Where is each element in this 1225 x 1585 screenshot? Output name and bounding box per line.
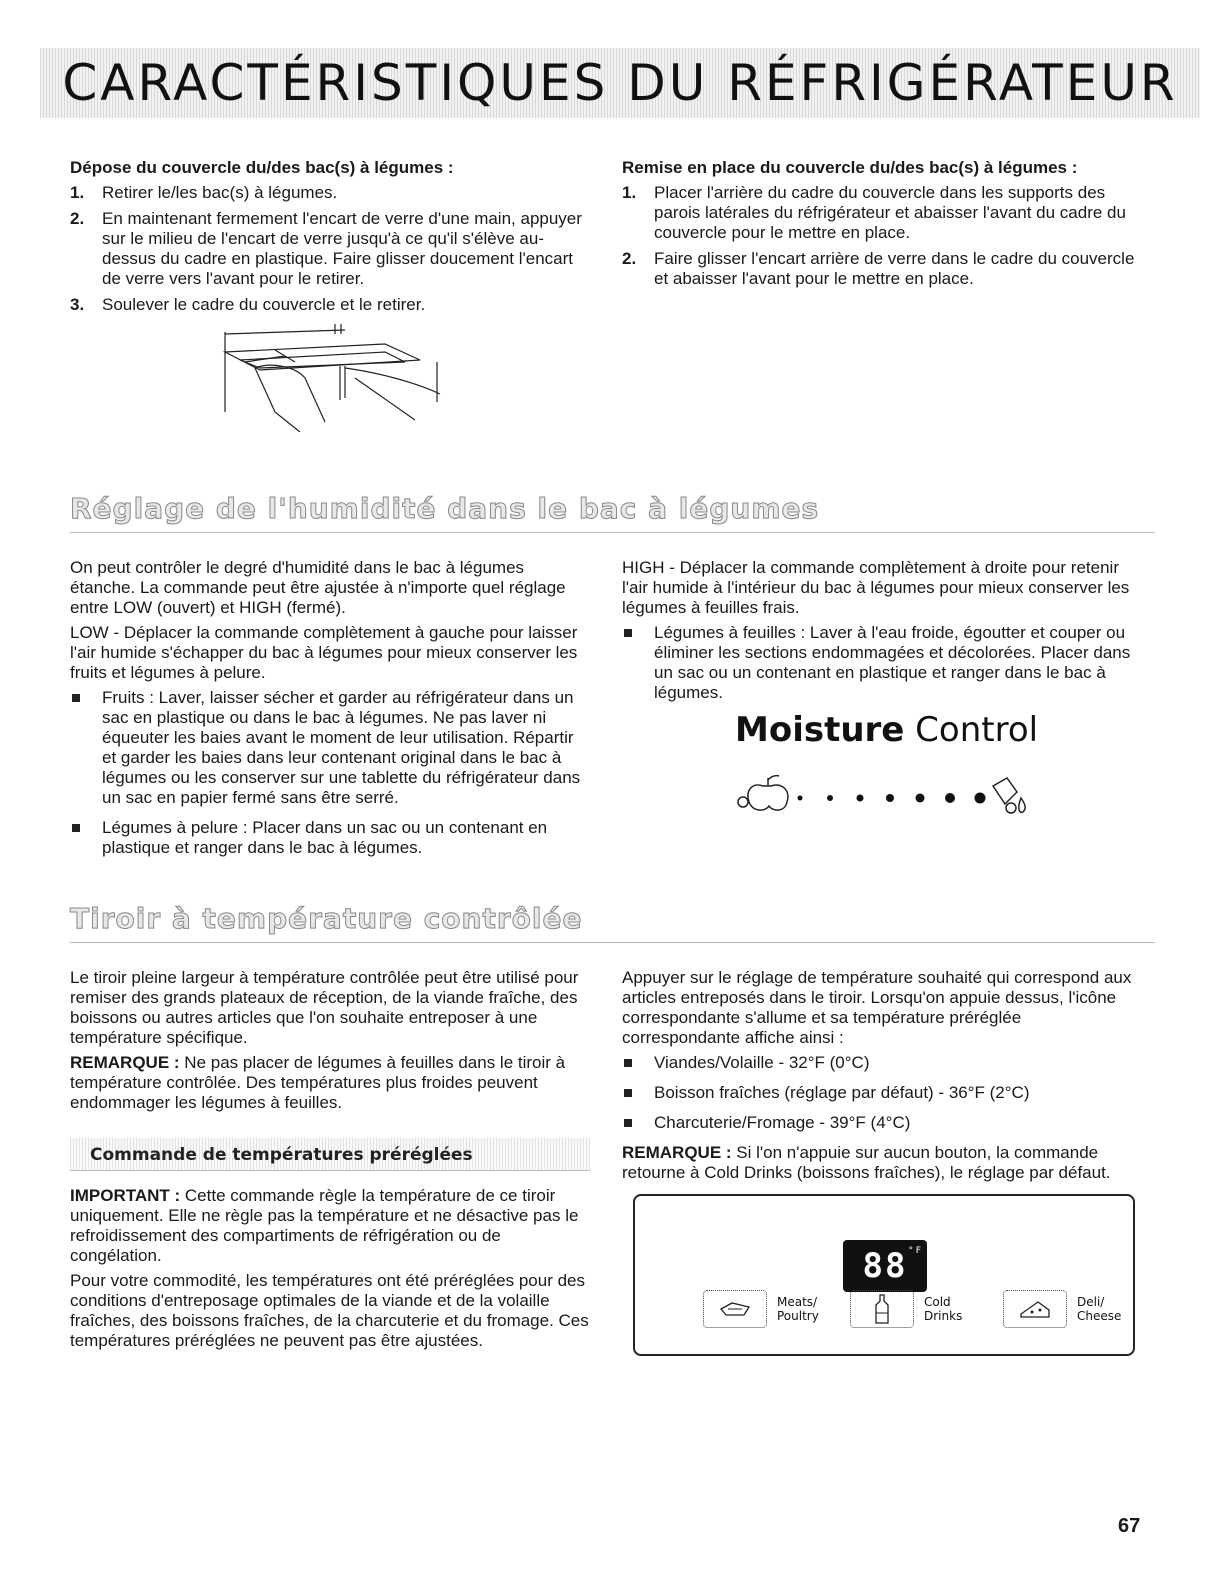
button-label-line2: Poultry — [777, 1309, 819, 1323]
step-text: Placer l'arrière du cadre du couvercle dans les supports des parois latérales du réfrigérateur et abaisser l'avant du cadre du couvercle pour le mettre en place. — [654, 183, 1126, 242]
button-label — [777, 1295, 819, 1323]
cold-drinks-button[interactable] — [850, 1290, 962, 1328]
depose-section — [70, 158, 590, 321]
meats-poultry-button[interactable] — [703, 1290, 819, 1328]
tiroir-heading: Tiroir à température contrôlée — [70, 902, 583, 935]
list-item: Fruits : Laver, laisser sécher et garder au réfrigérateur dans un sac en plastique ou dans le bac à légumes. Ne pas laver ni équeuter les baies avant le moment de leur utilisation. Répartir et garder les baies dans leur contenant original dans le bac à légumes ou les conserver sur une tablette du réfrigérateur dans un sac en papier fermé sans être serré. — [70, 688, 590, 808]
meat-icon — [703, 1290, 767, 1328]
button-label-line1: Cold — [924, 1295, 951, 1309]
page-banner — [40, 48, 1200, 118]
temperature-control-panel — [633, 1194, 1135, 1356]
remarque-text: Si l'on n'appuie sur aucun bouton, la commande retourne à Cold Drinks (boissons fraîches), le réglage par défaut. — [622, 1143, 1111, 1182]
temperature-display — [843, 1240, 927, 1292]
bottle-icon — [850, 1290, 914, 1328]
button-label-line2: Drinks — [924, 1309, 963, 1323]
list-item — [70, 183, 590, 203]
step-text: Faire glisser l'encart arrière de verre dans le cadre du couvercle et abaisser l'avant pour le mettre en place. — [654, 249, 1135, 288]
list-item: Légumes à pelure : Placer dans un sac ou un contenant en plastique et ranger dans le bac à légumes. — [70, 818, 590, 858]
moisture-word: Moisture — [735, 710, 905, 750]
list-item: Charcuterie/Fromage - 39°F (4°C) — [622, 1113, 1142, 1133]
button-label — [924, 1295, 962, 1323]
step-number: 1. — [70, 183, 85, 202]
moisture-slider-graphic — [735, 768, 1055, 818]
humidity-left-list — [70, 688, 590, 858]
moisture-control-label — [735, 710, 1055, 750]
page-number: 67 — [1118, 1515, 1141, 1537]
important-text: Cette commande règle la température de ce tiroir uniquement. Elle ne règle pas la température et ne désactive pas le refroidissement des compartiments de réfrigération ou de congélation. — [70, 1186, 579, 1265]
preset-explanation: Pour votre commodité, les températures ont été préréglées pour des conditions d'entreposage optimales de la viande et de la volaille fraîches, des boissons fraîches, de la charcuterie et du fromage. Ces températures préréglées ne peuvent pas être ajustées. — [70, 1271, 589, 1350]
remise-section — [622, 158, 1142, 295]
humidity-heading: Réglage de l'humidité dans le bac à légumes — [70, 492, 820, 525]
step-text: En maintenant fermement l'encart de verre d'une main, appuyer sur le milieu de l'encart de verre jusqu'à ce qu'il s'élève au-dessus du cadre en plastique. Faire glisser doucement l'encart de verre vers l'avant pour le retirer. — [102, 209, 582, 288]
step-number: 2. — [70, 209, 85, 228]
humidity-intro: On peut contrôler le degré d'humidité dans le bac à légumes étanche. La commande peut être ajustée à n'importe quel réglage entre LOW (ouvert) et HIGH (fermé). — [70, 558, 566, 617]
display-unit: °F — [908, 1246, 923, 1256]
cheese-icon — [1003, 1290, 1067, 1328]
remarque-text: Ne pas placer de légumes à feuilles dans le tiroir à température contrôlée. Des températures plus froides peuvent endommager les légumes à feuilles. — [70, 1053, 566, 1112]
remarque-label: REMARQUE : — [70, 1053, 180, 1072]
list-item: Viandes/Volaille - 32°F (0°C) — [622, 1053, 1142, 1073]
list-item — [622, 249, 1142, 289]
depose-steps — [70, 183, 590, 315]
display-digits: 88 — [862, 1246, 908, 1286]
control-word: Control — [904, 710, 1039, 750]
important-label: IMPORTANT : — [70, 1186, 181, 1205]
remise-title: Remise en place du couvercle du/des bac(s) à légumes : — [622, 158, 1078, 177]
temperature-list — [622, 1053, 1142, 1133]
depose-title: Dépose du couvercle du/des bac(s) à légumes : — [70, 158, 454, 177]
tiroir-left-lower — [70, 1186, 590, 1356]
list-item — [622, 183, 1142, 243]
humidity-low: LOW - Déplacer la commande complètement à gauche pour laisser l'air humide s'échapper du bac à légumes pour mieux conserver les fruits et légumes à pelure. — [70, 623, 578, 682]
humidity-right-list — [622, 623, 1142, 703]
button-label-line2: Cheese — [1077, 1309, 1122, 1323]
step-text: Soulever le cadre du couvercle et le retirer. — [102, 295, 426, 314]
tiroir-instructions: Appuyer sur le réglage de température souhaité qui correspond aux articles entreposés dans le tiroir. Lorsqu'on appuie dessus, l'icône correspondante s'allume et sa température préréglée correspondante affiche ainsi : — [622, 968, 1132, 1047]
humidity-right — [622, 558, 1142, 713]
tiroir-left — [70, 968, 590, 1118]
step-number: 2. — [622, 249, 637, 268]
deli-cheese-button[interactable] — [1003, 1290, 1121, 1328]
apple-icon — [738, 776, 788, 810]
list-item: Boisson fraîches (réglage par défaut) - 36°F (2°C) — [622, 1083, 1142, 1103]
humidity-high: HIGH - Déplacer la commande complètement à droite pour retenir l'air humide à l'intérieur du bac à légumes pour mieux conserver les légumes à feuilles frais. — [622, 558, 1130, 617]
humidity-heading-block — [70, 492, 1155, 533]
leafy-vegetable-icon — [993, 778, 1025, 813]
remarque-label: REMARQUE : — [622, 1143, 732, 1162]
setting-dots — [798, 793, 986, 804]
step-text: Retirer le/les bac(s) à légumes. — [102, 183, 338, 202]
button-label — [1077, 1295, 1121, 1323]
humidity-left — [70, 558, 590, 868]
list-item — [70, 209, 590, 289]
remise-steps — [622, 183, 1142, 289]
tiroir-right — [622, 968, 1142, 1188]
step-number: 1. — [622, 183, 637, 202]
tiroir-remarque — [70, 1053, 590, 1113]
button-label-line1: Deli/ — [1077, 1295, 1105, 1309]
preset-subheading-block — [70, 1138, 590, 1171]
tiroir-heading-block — [70, 902, 1155, 943]
preset-subheading: Commande de températures préréglées — [90, 1145, 473, 1165]
crisper-cover-illustration — [215, 322, 445, 432]
list-item: Légumes à feuilles : Laver à l'eau froide, égoutter et couper ou éliminer les sections endommagées et décolorées. Placer dans un sac ou un contenant en plastique et ranger dans le bac à légumes. — [622, 623, 1142, 703]
list-item — [70, 295, 590, 315]
step-number: 3. — [70, 295, 85, 314]
button-label-line1: Meats/ — [777, 1295, 818, 1309]
tiroir-intro: Le tiroir pleine largeur à température contrôlée peut être utilisé pour remiser des grands plateaux de réception, de la viande fraîche, des boissons ou autres articles que l'on souhaite entreposer à une température spécifique. — [70, 968, 579, 1047]
important-note — [70, 1186, 590, 1266]
banner-title: CARACTÉRISTIQUES DU RÉFRIGÉRATEUR — [62, 54, 1178, 112]
tiroir-remarque-2 — [622, 1143, 1142, 1183]
